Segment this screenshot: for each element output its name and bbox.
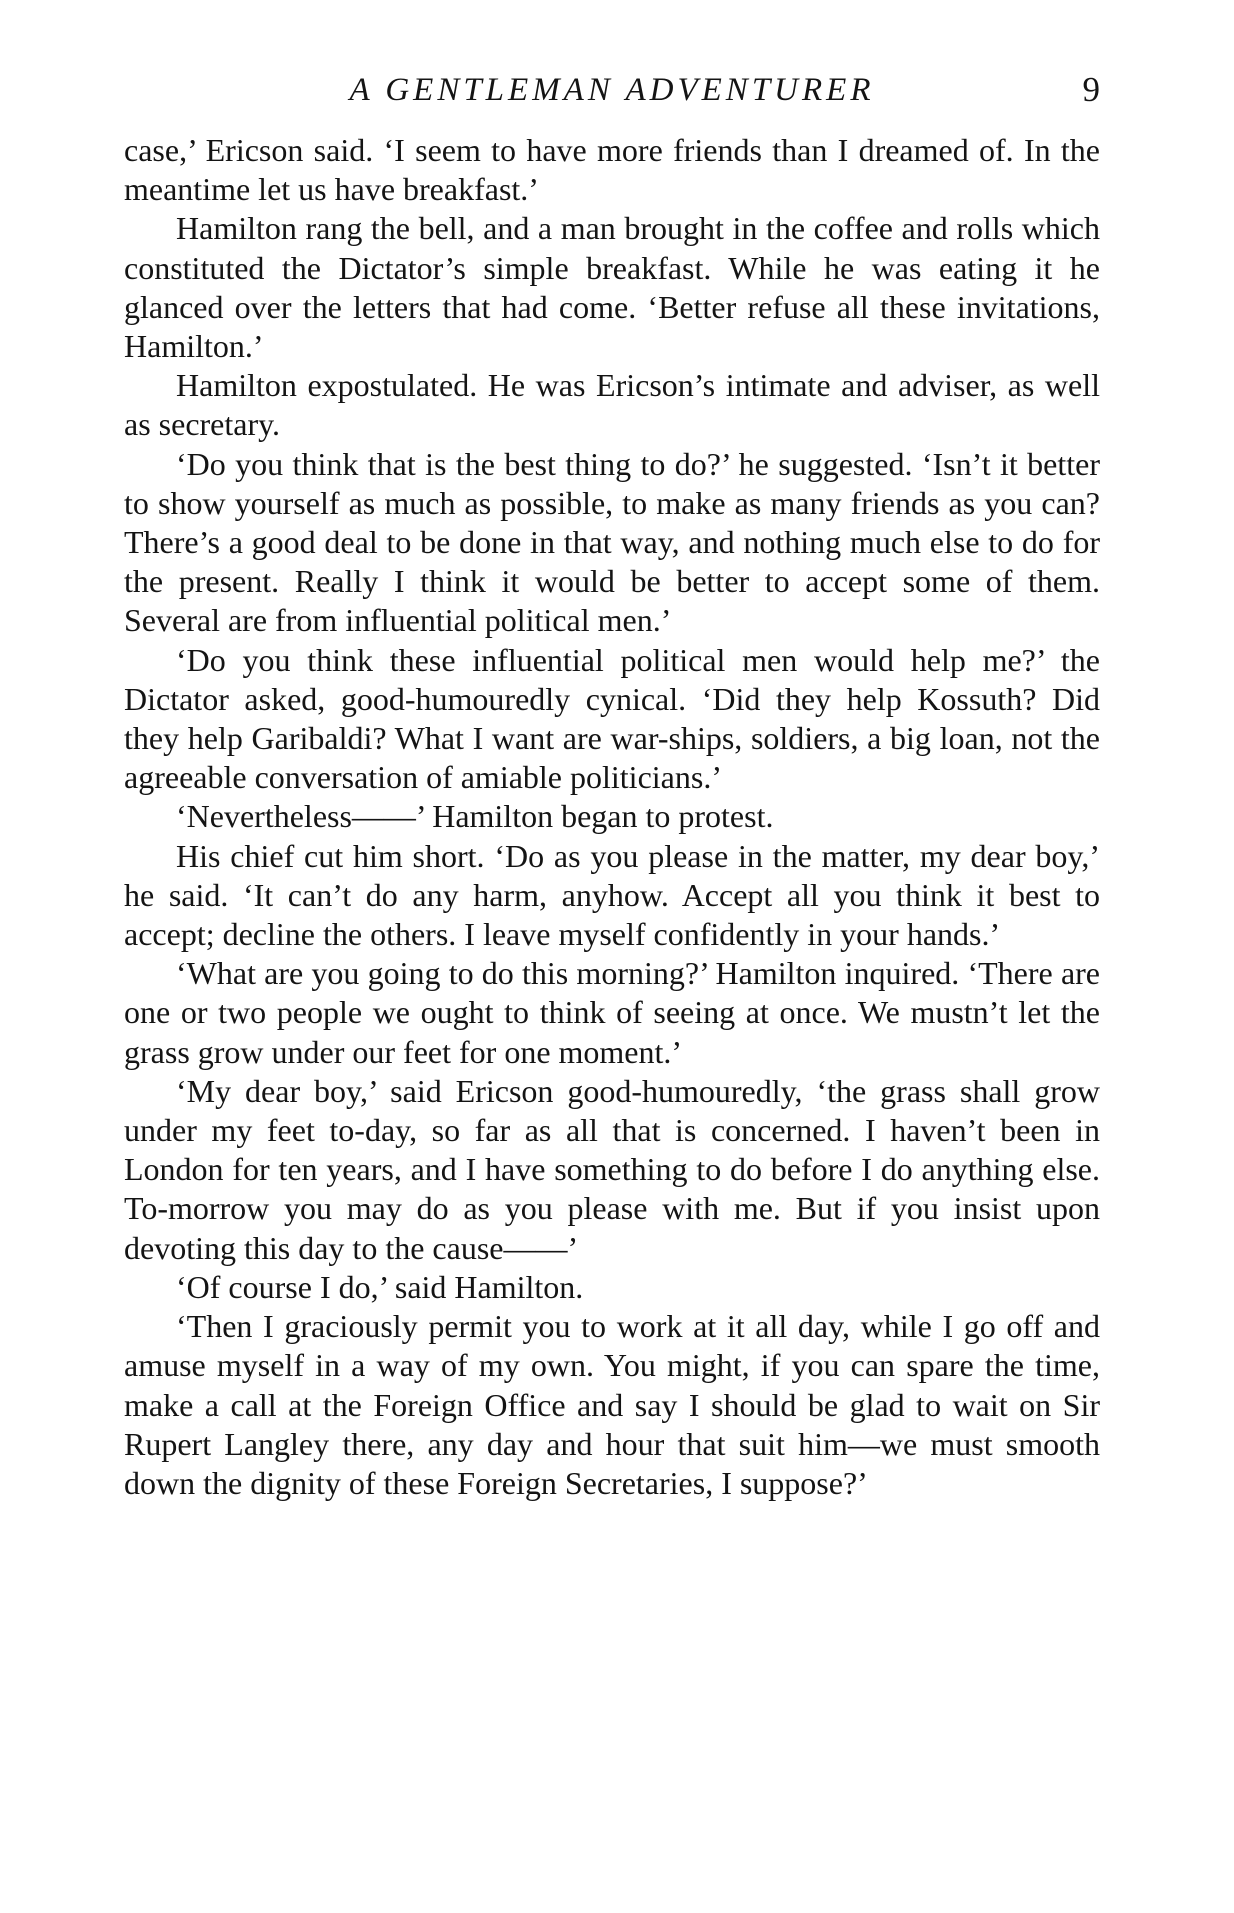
paragraph: ‘What are you going to do this morning?’ Hamilton inquired. ‘There are one or two people we ought to think of seeing at once. We mustn’t let the grass grow under our feet for one moment.’ [124, 955, 1100, 1070]
paragraph: ‘Then I graciously permit you to work at it all day, while I go off and amuse myself in a way of my own. You might, if you can spare the time, make a call at the Foreign Office and say I should be glad to wait on Sir Rupert Langley there, any day and hour that suit him—we must smooth down the dignity of these Foreign Secretaries, I suppose?’ [124, 1308, 1100, 1501]
paragraph: Hamilton rang the bell, and a man brought in the coffee and rolls which constituted the Dictator’s simple breakfast. While he was eating it he glanced over the letters that had come. ‘Better refuse all these invitations, Hamilton.’ [124, 210, 1100, 365]
paragraph: His chief cut him short. ‘Do as you please in the matter, my dear boy,’ he said. ‘It can’t do any harm, anyhow. Accept all you think it best to accept; decline the others. I leave myself confidently in your hands.’ [124, 837, 1100, 953]
running-title: A GENTLEMAN ADVENTURER [349, 72, 875, 108]
paragraph: ‘Of course I do,’ said Hamilton. [176, 1268, 584, 1305]
paragraph: Hamilton expostulated. He was Ericson’s intimate and adviser, as well as secretary. [124, 367, 1100, 443]
paragraph: ‘Do you think that is the best thing to do?’ he suggested. ‘Isn’t it better to show yourself as much as possible, to make as many friends as you can? There’s a good deal to be done in that way, and nothing much else to do for the present. Really I think it would be better to accept some of them. Several are from influential political men.’ [124, 445, 1100, 639]
page-number: 9 [1082, 70, 1100, 109]
paragraph: ‘Nevertheless——’ Hamilton began to protest. [176, 798, 774, 835]
paragraph: ‘My dear boy,’ said Ericson good-humouredly, ‘the grass shall grow under my feet to-day, so far as all that is concerned. I haven’t been in London for ten years, and I have something to do before I do anything else. To-morrow you may do as you please with me. But if you insist upon devoting this day to the cause——’ [124, 1072, 1100, 1266]
page-header [124, 68, 1100, 112]
paragraph: ‘Do you think these influential political men would help me?’ the Dictator asked, good-humouredly cynical. ‘Did they help Kossuth? Did they help Garibaldi? What I want are war-ships, soldiers, a big loan, not the agreeable conversation of amiable politicians.’ [124, 641, 1100, 796]
paragraph: case,’ Ericson said. ‘I seem to have more friends than I dreamed of. In the meantime let us have breakfast.’ [124, 132, 1100, 208]
body-text [124, 131, 1100, 1503]
